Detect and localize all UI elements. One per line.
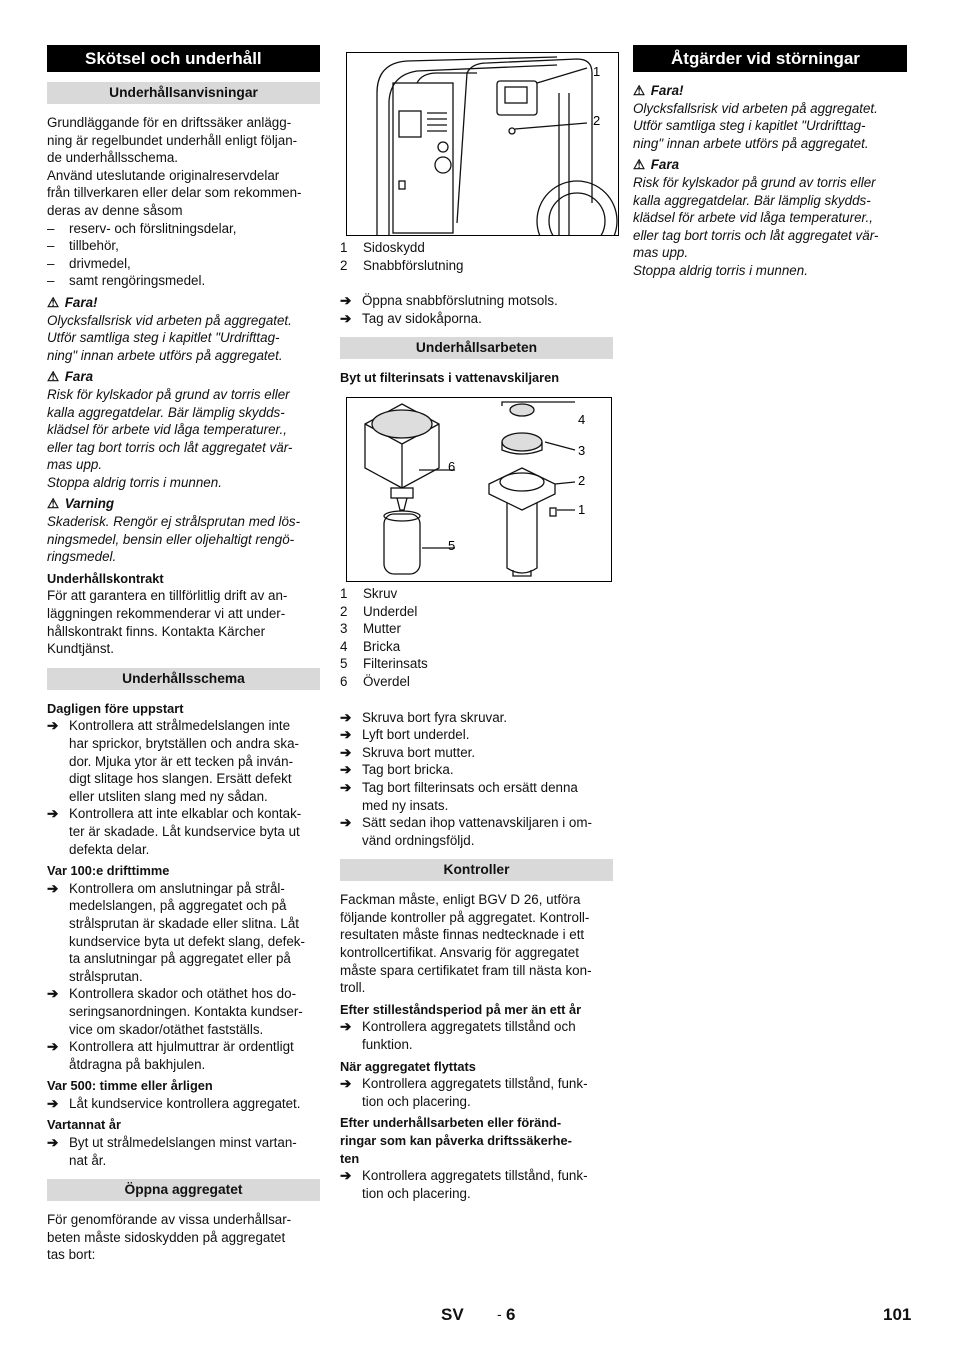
step-item [340,1167,613,1202]
step-text: kundservice byta ut defekt slang, defek- [69,933,305,949]
warning-caution: ⚠ Varning [47,496,115,512]
text-line: måste spara certifikatet fram till nästa kon- [340,962,592,978]
text-line: från tillverkaren eller delar som rekommen- [47,185,302,201]
daily-title: Dagligen före uppstart [47,700,184,716]
contract-title: Underhållskontrakt [47,570,164,586]
step-text: Lyft bort underdel. [362,727,470,743]
page-number: 101 [883,1305,912,1324]
warning-danger-2: ⚠ Fara [633,157,680,173]
legend-label: Filterinsats [363,656,428,672]
filter-illustration [347,398,611,581]
step-text: strålsprutan. [69,968,143,984]
inspection-text [340,891,613,997]
heading-maintenance-schedule: Underhållsschema [47,668,320,690]
legend-number: 1 [340,585,348,601]
page-footer [0,1306,954,1330]
arrow-right-icon: ➔ [47,986,59,1002]
arrow-right-icon: ➔ [340,1168,352,1184]
inspection-1-steps [340,1018,613,1053]
callout-2: 2 [578,472,586,488]
text-line: Stoppa aldrig torris i munnen. [47,474,222,490]
callout-6: 6 [448,458,456,474]
step-text: dor. Mjuka ytor är ett tecken på inván- [69,753,294,769]
step-text: Kontrollera aggregatets tillstånd, funk- [362,1168,588,1184]
list-item: – reserv- och förslitningsdelar, [47,220,320,238]
legend-item [340,620,613,638]
h100-title: Var 100:e drifttimme [47,863,170,879]
text-line: Utför samtliga steg i kapitlet "Urdrifttag- [633,118,866,134]
arrow-right-icon: ➔ [340,727,352,743]
step-text: Kontrollera att hjulmuttrar är ordentligt [69,1039,294,1055]
text-line: Utför samtliga steg i kapitlet "Urdrifttag- [47,330,280,346]
legend-label: Bricka [363,638,401,654]
step-text: Skruva bort fyra skruvar. [362,709,508,725]
text-line: resultaten måste finnas nedtecknade i ett [340,927,585,943]
text-line: eller tag bort torris och låt aggregatet vär- [47,439,293,455]
legend-label: Överdel [363,673,410,689]
callout-1: 1 [593,64,601,79]
callout-4: 4 [578,411,586,427]
machine-illustration [347,53,618,235]
inspection-3-title [340,1114,613,1167]
text-line: Kundtjänst. [47,641,114,657]
warning-text-1 [47,312,320,365]
warning-danger-1: ⚠ Fara! [633,83,684,98]
step-item [47,1134,320,1169]
legend-number: 1 [340,240,348,255]
section-page-number: 6 [506,1305,516,1324]
text-line: För genomförande av vissa underhållsar- [47,1212,292,1228]
arrow-right-icon: ➔ [47,806,59,822]
legend-item [340,673,613,691]
text-line: kalla aggregatdelar. Bär lämplig skydds- [47,404,285,420]
arrow-right-icon: ➔ [340,1076,352,1092]
step-text: Sätt sedan ihop vattenavskiljaren i om- [362,815,592,831]
text-line: ten [340,1150,360,1166]
text-line: eller tag bort torris och låt aggregatet vär- [633,227,879,243]
list-item: – samt rengöringsmedel. [47,272,320,290]
arrow-right-icon: ➔ [340,293,352,309]
text-line: ning" innan arbete utförs på aggregatet. [633,135,869,151]
step-item [340,1018,613,1053]
text-line: de underhållsschema. [47,150,179,166]
text-line: Olycksfallsrisk vid arbeten på aggregatet. [633,100,878,116]
text-line: läggningen rekommenderar vi att under- [47,606,286,622]
text-line: Grundläggande för en driftssäker anlägg- [47,115,292,130]
step-text: Kontrollera skador och otäthet hos do- [69,986,297,1002]
step-text: Tag av sidokåporna. [362,310,482,326]
step-text: Öppna snabbförslutning motsols. [362,293,558,309]
callout-1: 1 [578,501,586,517]
step-item [340,709,613,727]
text-line: ringsmedel. [47,549,117,565]
legend-number: 5 [340,656,348,672]
text-line: troll. [340,980,366,996]
step-text: eller utsliten slang med ny sådan. [69,788,268,804]
arrow-right-icon: ➔ [47,1039,59,1055]
text-line: deras av denne såsom [47,202,183,218]
text-line: tas bort: [47,1247,96,1263]
warning-triangle-icon: ⚠ [47,496,60,512]
h500-title: Var 500: timme eller årligen [47,1078,213,1094]
intro-text [47,114,320,220]
step-text: seringsanordningen. Kontakta kundser- [69,1003,303,1019]
text-line: hållskontrakt finns. Kontakta Kärcher [47,623,266,639]
inspection-3-steps [340,1167,613,1202]
figure-filter [346,397,612,582]
callout-5: 5 [448,537,456,553]
step-item [47,985,320,1038]
arrow-right-icon: ➔ [340,709,352,725]
text-line: Efter underhållsarbeten eller föränd- [340,1115,562,1131]
legend-number: 2 [340,257,348,273]
dash-list [47,220,320,290]
legend-item [340,603,613,621]
step-item [47,717,320,805]
legend-label: Underdel [363,603,418,619]
legend-number: 6 [340,673,348,689]
step-text: med ny insats. [362,797,449,813]
list-item: – tillbehör, [47,237,320,255]
h500-steps [47,1095,320,1113]
text-line: ringar som kan påverka driftssäkerhe- [340,1133,572,1148]
legend-label: Mutter [363,621,401,637]
legend-number: 4 [340,638,348,654]
step-text: ter är skadade. Låt kundservice byta ut [69,823,300,839]
step-text: Tag bort filterinsats och ersätt denna [362,779,578,795]
arrow-right-icon: ➔ [47,1135,59,1151]
h100-steps [47,880,320,1074]
step-text: funktion. [362,1037,413,1053]
callout-2: 2 [593,113,601,128]
text-line: Använd uteslutande originalreservdelar [47,167,280,183]
warning-text-2 [47,386,320,492]
step-text: tion och placering. [362,1185,471,1201]
section-title-maintenance: Skötsel och underhåll [47,45,320,72]
heading-open-unit: Öppna aggregatet [47,1179,320,1201]
figure-legend-2 [340,585,613,691]
step-text: Kontrollera om anslutningar på strål- [69,880,285,896]
step-text: har sprickor, brytställen och andra ska- [69,736,299,751]
step-text: strålsprutan är skadade eller slitna. Låt [69,915,299,931]
step-text: tion och placering. [362,1093,471,1109]
step-text: Kontrollera aggregatets tillstånd och [362,1019,576,1035]
step-text: nat år. [69,1152,107,1168]
legend-label: Sidoskydd [363,240,425,255]
step-item [47,805,320,858]
step-text: Kontrollera att inte elkablar och kontak- [69,806,302,822]
text-line: Risk för kylskador på grund av torris eller [47,386,290,402]
text-line: Risk för kylskador på grund av torris eller [633,174,876,190]
text-line: Stoppa aldrig torris i munnen. [633,262,808,278]
section-title-troubleshooting: Åtgärder vid störningar [633,45,907,72]
callout-3: 3 [578,442,586,458]
text-line: Olycksfallsrisk vid arbeten på aggregatet. [47,312,292,328]
text-line: För att garantera en tillförlitlig drift av an- [47,588,288,604]
warning-triangle-icon: ⚠ [633,157,646,173]
arrow-right-icon: ➔ [340,762,352,778]
warning-triangle-icon: ⚠ [47,369,60,385]
heading-inspections: Kontroller [340,859,613,881]
arrow-right-icon: ➔ [340,744,352,760]
middle-column [340,52,613,1202]
step-item [340,761,613,779]
heading-maintenance-work: Underhållsarbeten [340,337,613,359]
legend-item [340,257,613,275]
step-item [47,880,320,986]
filter-steps [340,709,613,850]
step-item [340,779,613,814]
warning-text-1 [633,100,907,153]
warning-triangle-icon: ⚠ [633,83,646,98]
text-line: klädsel för arbete vid låga temperaturer., [633,210,873,226]
step-item [340,814,613,849]
text-line: mas upp. [633,245,689,261]
text-line: Skaderisk. Rengör ej strålsprutan med lös- [47,514,301,530]
step-item [47,1038,320,1073]
heading-maintenance-instructions: Underhållsanvisningar [47,82,320,104]
text-line: ning är regelbundet underhåll enligt följan- [47,132,298,148]
warning-triangle-icon: ⚠ [47,294,60,310]
text-line: följande kontroller på aggregatet. Kontroll- [340,909,590,925]
arrow-right-icon: ➔ [47,1095,59,1111]
footer-separator: - [497,1306,502,1322]
figure-side-cover [346,52,619,236]
legend-number: 2 [340,603,348,619]
inspection-2-steps [340,1075,613,1110]
step-text: medelslangen, på aggregatet och på [69,898,287,914]
step-text: vice om skador/otäthet fastställs. [69,1021,264,1037]
legend-label: Skruv [363,585,398,601]
step-text: vänd ordningsföljd. [362,832,475,848]
warning-danger-2: ⚠ Fara [47,369,94,385]
warning-text-2 [633,174,907,280]
step-item [340,310,613,328]
step-item [340,1075,613,1110]
text-line: mas upp. [47,457,103,473]
open-unit-text [47,1211,320,1264]
step-text: Kontrollera att strålmedelslangen inte [69,718,291,734]
filter-title: Byt ut filterinsats i vattenavskiljaren [340,370,560,386]
text-line: klädsel för arbete vid låga temperaturer., [47,422,287,438]
step-text: Tag bort bricka. [362,762,454,778]
step-text: ta anslutningar på aggregatet eller på [69,951,291,967]
text-line: Fackman måste, enligt BGV D 26, utföra [340,892,581,908]
arrow-right-icon: ➔ [47,718,59,734]
arrow-right-icon: ➔ [340,815,352,831]
alt-year-steps [47,1134,320,1169]
text-line: ning" innan arbete utförs på aggregatet. [47,347,283,363]
arrow-right-icon: ➔ [340,1019,352,1035]
text-line: kalla aggregatdelar. Bär lämplig skydds- [633,192,871,208]
language-code: SV [441,1305,464,1324]
text-line: ningsmedel, bensin eller oljehaltigt rengö- [47,531,295,547]
inspection-1-title: Efter stilleståndsperiod på mer än ett år [340,1001,582,1017]
step-text: Skruva bort mutter. [362,744,476,760]
contract-text [47,587,320,657]
inspection-2-title: När aggregatet flyttats [340,1058,476,1074]
step-text: digt slitage hos slangen. Ersätt defekt [69,771,292,787]
alt-year-title: Vartannat år [47,1117,121,1133]
step-text: Kontrollera aggregatets tillstånd, funk- [362,1076,588,1092]
legend-item [340,239,613,257]
list-item: – drivmedel, [47,255,320,273]
step-item [340,292,613,310]
step-text: Byt ut strålmedelslangen minst vartan- [69,1135,297,1151]
step-text: åtdragna på bakhjulen. [69,1056,206,1072]
open-steps [340,292,613,327]
legend-item [340,638,613,656]
legend-label: Snabbförslutning [363,257,464,273]
step-item [340,726,613,744]
text-line: beten måste sidoskydden på aggregatet [47,1229,286,1245]
step-item [340,744,613,762]
legend-number: 3 [340,621,348,637]
legend-item [340,655,613,673]
arrow-right-icon: ➔ [47,880,59,896]
arrow-right-icon: ➔ [340,779,352,795]
figure-legend-1 [340,239,613,274]
text-line: kontrollcertifikat. Ansvarig för aggregatet [340,945,579,961]
warning-text-3 [47,513,320,566]
right-column [633,45,907,280]
legend-item [340,585,613,603]
arrow-right-icon: ➔ [340,310,352,326]
step-text: Låt kundservice kontrollera aggregatet. [69,1095,301,1111]
left-column [47,45,320,1264]
warning-danger-1: ⚠ Fara! [47,294,98,310]
daily-steps [47,717,320,858]
step-item [47,1095,320,1113]
step-text: defekta delar. [69,841,150,857]
